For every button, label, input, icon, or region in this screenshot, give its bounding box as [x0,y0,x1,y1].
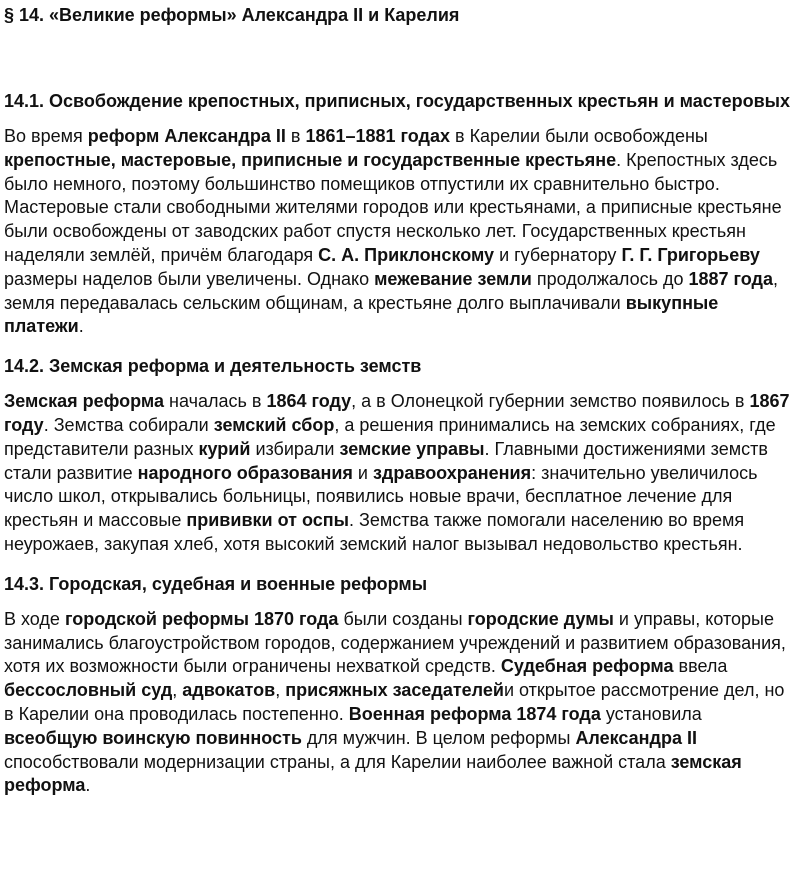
text-run: способствовали модернизации страны, а для Карелии наиболее важной стала [4,751,671,772]
text-run: были созданы [338,608,468,629]
page-title: § 14. «Великие реформы» Александра II и Карелия [4,5,460,25]
bold-term: прививки от оспы [186,510,349,531]
text-run: избирали [250,438,340,459]
bold-term: 1861–1881 годах [305,126,450,146]
bold-term: земский сбор [213,414,335,435]
text-run: и губернатору [494,244,622,265]
text-run: и управы, которые занимались благоустройством городов, содержанием учреждений и развитием образования, хотя их возможности были ограничены нехваткой средств. [4,608,786,677]
text-run: Во время [4,126,88,146]
bold-term: бессословный суд [4,680,173,701]
bold-term: курий [198,438,251,459]
text-run: , а в Олонецкой губернии земство появилось в [351,391,750,412]
section [4,355,794,557]
bold-term: Г. Г. Григорьеву [621,244,760,265]
text-run: началась в [164,391,267,412]
text-run: . Крепостных здесь было немного, поэтому большинство помещиков отпустили их сравнительно быстро. Мастеровые стали свободными жителями городов или крестьянами, а приписные крестьяне были освобождены от заводских работ спустя несколько лет. Государственных крестьян наделяли землёй, причём благодаря [4,149,782,265]
text-run: . [85,775,91,796]
bold-term: присяжных заседателей [285,680,504,701]
bold-term: земские управы [339,438,485,459]
bold-term: крепостные, мастеровые, приписные и государственные крестьяне [4,149,617,170]
section-paragraph [4,608,794,798]
text-run: . [78,316,84,337]
text-run: , [275,680,286,701]
text-run: в Карелии были освобождены [450,126,708,146]
text-run: и [352,462,373,483]
text-run: и открытое рассмотрение дел, но в Карелии она проводилась постепенно. [4,680,785,724]
bold-term: межевание земли [374,268,532,289]
text-run: размеры наделов были увеличены. Однако [4,268,375,289]
text-run: : значительно увеличилось число школ, открывались больницы, появились новые врачи, бесплатное лечение для крестьян и массовые [4,462,758,531]
bold-term: Военная реформа 1874 года [348,703,601,724]
text-run: . Главными достижениями земств стали развитие [4,438,768,483]
text-run: установила [600,703,702,724]
bold-term: С. А. Приклонскому [318,244,495,265]
bold-term: Александра II [575,727,697,748]
bold-term: реформ Александра II [87,126,286,146]
section-heading: 14.3. Городская, судебная и военные реформы [4,573,428,594]
bold-term: городские думы [467,608,614,629]
section-heading: 14.1. Освобождение крепостных, приписных, государственных крестьян и мастеровых [4,91,791,111]
bold-term: адвокатов [182,680,276,701]
section [4,90,794,339]
bold-term: 1867 году [4,391,790,435]
bold-term: городской реформы 1870 года [64,608,339,629]
section-paragraph [4,125,794,339]
text-run: , [172,680,183,701]
text-run: ввела [673,656,728,677]
text-run: . Земства также помогали населению во время неурожаев, закупая хлеб, хотя высокий земский налог вызывал недовольство крестьян. [4,510,745,554]
bold-term: выкупные платежи [4,292,719,337]
section [4,573,794,798]
text-run: . Земства собирали [43,414,214,435]
text-run: , а решения принимались на земских собраниях, где представители разных [4,414,776,459]
bold-term: всеобщую воинскую повинность [4,727,302,748]
text-run: , земля передавалась сельским общинам, а крестьяне долго выплачивали [4,268,778,313]
text-run: продолжалось до [531,268,689,289]
bold-term: здравоохранения [372,462,532,483]
bold-term: 1864 году [266,391,352,412]
bold-term: 1887 года [688,268,773,289]
section-heading: 14.2. Земская реформа и деятельность земств [4,356,422,377]
bold-term: Судебная реформа [500,656,674,677]
text-run: В ходе [4,608,65,629]
text-run: для мужчин. В целом реформы [301,727,576,748]
bold-term: земская реформа [4,751,742,796]
text-run: в [285,126,306,146]
section-paragraph [4,390,794,557]
bold-term: народного образования [137,462,353,483]
bold-term: Земская реформа [4,391,165,412]
